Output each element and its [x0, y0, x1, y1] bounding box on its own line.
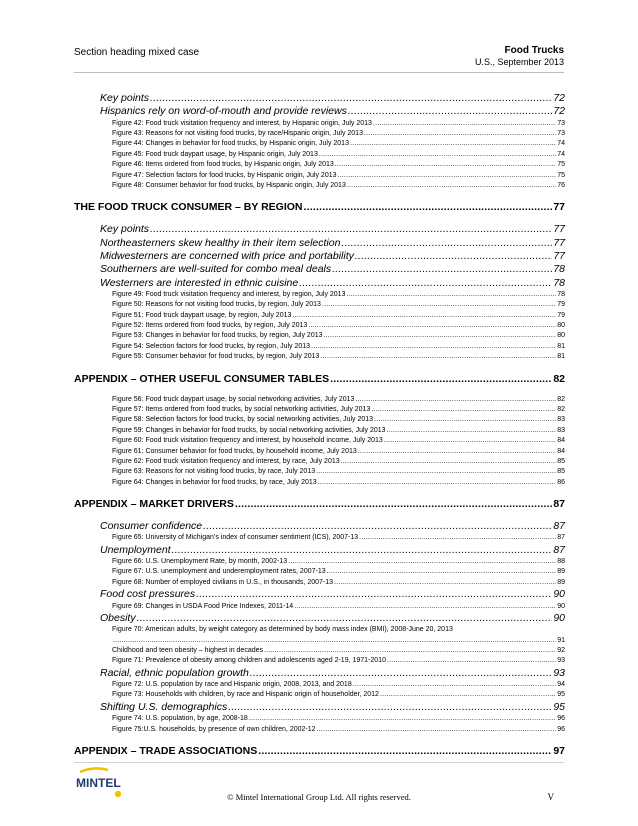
toc-figure-entry[interactable] [74, 426, 565, 436]
toc-page-number: 95 [557, 691, 565, 699]
toc-page-number: 82 [557, 405, 565, 413]
dot-leader [235, 497, 552, 511]
toc-figure-entry[interactable] [74, 331, 565, 341]
toc-page-number: 96 [557, 715, 565, 723]
toc-subsection-entry[interactable] [74, 223, 565, 236]
dot-leader [249, 714, 556, 724]
toc-entry-title: Figure 67: U.S. unemployment and underemployment rates, 2007-13 [112, 568, 326, 576]
dot-leader [371, 405, 556, 415]
toc-entry-title: Racial, ethnic population growth [100, 666, 249, 679]
toc-page-number: 73 [557, 129, 565, 137]
toc-subsection-entry[interactable] [74, 588, 565, 601]
dot-leader [318, 478, 557, 488]
toc-entry-title: Unemployment [100, 543, 171, 556]
dot-leader [299, 277, 552, 290]
toc-page-number: 91 [557, 636, 565, 644]
toc-spacer [74, 386, 565, 395]
toc-subsection-entry[interactable] [74, 544, 565, 557]
toc-figure-entry[interactable] [74, 557, 565, 567]
toc-figure-entry[interactable] [74, 342, 565, 352]
toc-entry-title: Figure 72: U.S. population by race and Hispanic origin, 2008, 2013, and 2018 [112, 681, 352, 689]
toc-page-number: 95 [553, 700, 565, 713]
toc-figure-entry[interactable] [74, 290, 565, 300]
dot-leader [150, 223, 552, 236]
dot-leader [317, 725, 557, 735]
toc-figure-entry[interactable] [74, 160, 565, 170]
toc-subsection-entry[interactable] [74, 263, 565, 276]
toc-entry-title: Key points [100, 92, 150, 104]
dot-leader [350, 139, 556, 149]
toc-spacer [74, 735, 565, 744]
toc-section-entry[interactable] [74, 372, 565, 386]
toc-figure-entry[interactable] [74, 478, 565, 488]
toc-figure-entry[interactable] [74, 311, 565, 321]
toc-page-number: 81 [557, 353, 565, 361]
toc-page-number: 77 [553, 223, 565, 236]
toc-page-number: 75 [557, 171, 565, 179]
toc-page-number: 86 [557, 478, 565, 486]
toc-entry-title: Northeasterners skew healthy in their item selection [100, 236, 341, 249]
toc-page-number: 75 [557, 161, 565, 169]
toc-entry-title: Key points [100, 223, 150, 236]
toc-entry-title: Figure 55: Consumer behavior for food trucks, by region, July 2013 [112, 353, 320, 361]
toc-section-entry[interactable] [74, 744, 565, 758]
dot-leader [355, 250, 552, 263]
toc-figure-entry[interactable] [74, 578, 565, 588]
toc-subsection-entry[interactable] [74, 105, 565, 118]
toc-entry-title: APPENDIX – TRADE ASSOCIATIONS [74, 744, 258, 757]
toc-page-number: 77 [553, 201, 565, 214]
toc-spacer [74, 511, 565, 520]
toc-page-number: 77 [553, 236, 565, 249]
report-title: Food Trucks [504, 45, 564, 56]
dot-leader [250, 667, 552, 680]
dot-leader [172, 544, 553, 557]
toc-entry-title: Figure 45: Food truck daypart usage, by Hispanic origin, July 2013 [112, 150, 318, 158]
dot-leader [387, 426, 557, 436]
toc-figure-entry[interactable] [74, 625, 565, 635]
dot-leader [347, 181, 556, 191]
toc-figure-entry[interactable] [74, 436, 565, 446]
toc-page-number: 74 [557, 140, 565, 148]
toc-page-number: 78 [557, 290, 565, 298]
toc-figure-entry[interactable] [74, 457, 565, 467]
toc-spacer [74, 191, 565, 200]
toc-figure-entry[interactable] [74, 300, 565, 310]
dot-leader [374, 415, 556, 425]
dot-leader [341, 237, 552, 250]
toc-entry-title: Childhood and teen obesity – highest in decades [112, 646, 263, 654]
toc-subsection-entry[interactable] [74, 237, 565, 250]
toc-figure-entry[interactable] [74, 680, 565, 690]
report-header [475, 45, 564, 67]
toc-figure-entry[interactable] [74, 352, 565, 362]
toc-entry-title: Figure 73: Households with children, by race and Hispanic origin of householder, 2012 [112, 691, 379, 699]
dot-leader [322, 300, 556, 310]
dot-leader [341, 457, 557, 467]
toc-page-number: 85 [557, 457, 565, 465]
toc-page-number: 94 [557, 681, 565, 689]
toc-page-number: 84 [557, 437, 565, 445]
toc-page-number: 84 [557, 447, 565, 455]
toc-entry-title: Southerners are well-suited for combo meal deals [100, 263, 332, 276]
toc-figure-entry[interactable] [74, 171, 565, 181]
toc-page-number: 81 [557, 342, 565, 350]
dot-leader [348, 105, 552, 118]
toc-entry-title: Midwesterners are concerned with price and portability [100, 249, 354, 262]
toc-subsection-entry[interactable] [74, 612, 565, 625]
toc-figure-entry[interactable] [74, 181, 565, 191]
toc-figure-entry[interactable] [74, 602, 565, 612]
toc-subsection-entry[interactable] [74, 701, 565, 714]
toc-entry-title: Figure 70: American adults, by weight category as determined by body mass index (BMI), 2008-June 20, 2013 [112, 626, 453, 634]
toc-page-number: 87 [553, 498, 565, 511]
dot-leader [380, 690, 556, 700]
dot-leader [334, 578, 556, 588]
toc-page-number: 97 [553, 744, 565, 757]
toc-entry-title: Consumer confidence [100, 520, 203, 533]
toc-entry-title: THE FOOD TRUCK CONSUMER – BY REGION [74, 201, 303, 214]
toc-subsection-entry[interactable] [74, 520, 565, 533]
toc-page-number: 90 [553, 611, 565, 624]
toc-entry-title: Figure 68: Number of employed civilians in U.S., in thousands, 2007-13 [112, 578, 334, 586]
toc-figure-entry[interactable] [74, 150, 565, 160]
dot-leader [353, 680, 556, 690]
dot-leader [294, 602, 556, 612]
dot-leader [373, 119, 556, 129]
toc-figure-entry[interactable] [74, 714, 565, 724]
dot-leader [346, 290, 556, 300]
toc-entry-title: Figure 61: Consumer behavior for food trucks, by household income, July 2013 [112, 447, 357, 455]
toc-page-number: 93 [557, 657, 565, 665]
toc-page-number: 90 [557, 602, 565, 610]
toc-page-number: 83 [557, 416, 565, 424]
toc-page-number: 78 [553, 263, 565, 276]
toc-entry-title: APPENDIX – OTHER USEFUL CONSUMER TABLES [74, 372, 330, 385]
toc-entry-title: Figure 75:U.S. households, by presence of own children, 2002-12 [112, 725, 316, 733]
toc-page-number: 83 [557, 426, 565, 434]
toc-entry-title: Figure 51: Food truck daypart usage, by region, July 2013 [112, 311, 292, 319]
toc-section-entry[interactable] [74, 497, 565, 511]
toc-entry-title: Figure 50: Reasons for not visiting food trucks, by region, July 2013 [112, 301, 321, 309]
toc-figure-entry[interactable] [74, 395, 565, 405]
toc-page-number: 90 [553, 588, 565, 601]
toc-page-number: 74 [557, 150, 565, 158]
section-heading: Section heading mixed case [74, 47, 200, 58]
toc-entry-title: Figure 53: Changes in behavior for food trucks, by region, July 2013 [112, 332, 323, 340]
dot-leader [137, 612, 553, 625]
toc-figure-entry[interactable] [74, 533, 565, 543]
toc-page-number: 73 [557, 119, 565, 127]
header-divider [74, 72, 564, 73]
toc-entry-title: Figure 54: Selection factors for food trucks, by region, July 2013 [112, 342, 311, 350]
toc-subsection-entry[interactable] [74, 250, 565, 263]
toc-page-number: 96 [557, 725, 565, 733]
toc-page-number: 85 [557, 468, 565, 476]
dot-leader [264, 646, 556, 656]
dot-leader [113, 636, 556, 646]
dot-leader [288, 557, 556, 567]
toc-page-number: 82 [557, 395, 565, 403]
toc-spacer [74, 488, 565, 497]
toc-figure-entry[interactable] [74, 447, 565, 457]
dot-leader [387, 656, 556, 666]
toc-entry-title: Figure 56: Food truck daypart usage, by social networking activities, July 2013 [112, 395, 355, 403]
toc-figure-entry[interactable] [74, 690, 565, 700]
toc-figure-entry[interactable] [74, 725, 565, 735]
dot-leader [258, 744, 552, 758]
toc-page-number: 76 [557, 181, 565, 189]
report-subtitle: U.S., September 2013 [474, 57, 564, 67]
toc-page-number: 87 [553, 543, 565, 556]
dot-leader [364, 129, 556, 139]
toc-section-entry[interactable] [74, 200, 565, 214]
table-of-contents [74, 92, 565, 758]
toc-entry-title: Figure 43: Reasons for not visiting food trucks, by race/Hispanic origin, July 2013 [112, 129, 363, 137]
toc-entry-title: Figure 47: Selection factors for food trucks, by Hispanic origin, July 2013 [112, 171, 337, 179]
dot-leader [311, 342, 556, 352]
toc-figure-entry[interactable] [74, 415, 565, 425]
dot-leader [319, 150, 556, 160]
toc-figure-entry[interactable] [74, 129, 565, 139]
toc-entry-title: Figure 49: Food truck visitation frequency and interest, by region, July 2013 [112, 290, 346, 298]
toc-entry-title: Figure 62: Food truck visitation frequency and interest, by race, July 2013 [112, 457, 340, 465]
dot-leader [316, 467, 556, 477]
toc-subsection-entry[interactable] [74, 277, 565, 290]
toc-entry-title: Figure 59: Changes in behavior for food trucks, by social networking activities, July 2013 [112, 426, 386, 434]
toc-entry-title: Figure 48: Consumer behavior for food trucks, by Hispanic origin, July 2013 [112, 181, 346, 189]
toc-entry-title: Figure 65: University of Michigan’s index of consumer sentiment (ICS), 2007-13 [112, 534, 359, 542]
toc-figure-entry[interactable] [74, 321, 565, 331]
toc-page-number: 93 [553, 666, 565, 679]
toc-page-number: 72 [553, 92, 565, 104]
toc-figure-entry[interactable] [74, 656, 565, 666]
dot-leader [384, 436, 556, 446]
toc-page-number: 89 [557, 568, 565, 576]
dot-leader [196, 588, 552, 601]
toc-figure-entry[interactable] [74, 405, 565, 415]
toc-entry-title: Figure 57: Items ordered from food trucks, by social networking activities, July 2013 [112, 405, 371, 413]
toc-page-number: 80 [557, 332, 565, 340]
dot-leader [330, 372, 552, 386]
dot-leader [320, 352, 556, 362]
toc-spacer [74, 363, 565, 372]
logo-swoosh [80, 768, 108, 772]
dot-leader [355, 395, 556, 405]
toc-entry-title: Food cost pressures [100, 588, 196, 601]
toc-entry-title: Westerners are interested in ethnic cuisine [100, 276, 299, 289]
toc-page-number: 92 [557, 646, 565, 654]
toc-entry-title: Figure 44: Changes in behavior for food trucks, by Hispanic origin, July 2013 [112, 140, 349, 148]
toc-page-number: 77 [553, 249, 565, 262]
dot-leader [324, 331, 557, 341]
toc-page-number: 89 [557, 578, 565, 586]
footer-divider [74, 762, 564, 763]
dot-leader [335, 160, 556, 170]
toc-subsection-entry[interactable] [74, 667, 565, 680]
toc-page-number: 79 [557, 311, 565, 319]
toc-entry-title: Figure 60: Food truck visitation frequency and interest, by household income, July 2013 [112, 437, 383, 445]
toc-entry-title: APPENDIX – MARKET DRIVERS [74, 498, 234, 511]
toc-entry-title: Figure 71: Prevalence of obesity among children and adolescents aged 2-19, 1971-2010 [112, 657, 386, 665]
toc-entry-title: Figure 52: Items ordered from food trucks, by region, July 2013 [112, 321, 308, 329]
dot-leader [150, 92, 552, 105]
dot-leader [338, 171, 557, 181]
dot-leader [332, 263, 552, 276]
toc-entry-title: Shifting U.S. demographics [100, 700, 228, 713]
toc-entry-title: Figure 64: Changes in behavior for food trucks, by race, July 2013 [112, 478, 317, 486]
toc-entry-title: Hispanics rely on word-of-mouth and provide reviews [100, 105, 347, 118]
logo-wordmark: MINTEL [76, 776, 121, 790]
dot-leader [228, 701, 552, 714]
toc-entry-title: Figure 42: Food truck visitation frequency and interest, by Hispanic origin, July 2013 [112, 119, 372, 127]
toc-entry-title: Figure 63: Reasons for not visiting food trucks, by race, July 2013 [112, 468, 316, 476]
dot-leader [358, 447, 556, 457]
dot-leader [327, 567, 557, 577]
toc-figure-entry[interactable] [74, 119, 565, 129]
dot-leader [292, 311, 556, 321]
dot-leader [308, 321, 556, 331]
toc-entry-title: Figure 58: Selection factors for food trucks, by social networking activities, July 2013 [112, 416, 374, 424]
toc-figure-entry[interactable] [74, 636, 565, 646]
toc-page-number: 87 [557, 534, 565, 542]
toc-subsection-entry[interactable] [74, 92, 565, 105]
toc-spacer [74, 214, 565, 223]
toc-entry-title: Figure 69: Changes in USDA Food Price Indexes, 2011-14 [112, 602, 294, 610]
copyright-notice: © Mintel International Group Ltd. All rights reserved. [227, 792, 411, 802]
toc-page-number: 88 [557, 558, 565, 566]
toc-entry-title: Figure 66: U.S. Unemployment Rate, by month, 2002-13 [112, 558, 288, 566]
toc-entry-title: Figure 74: U.S. population, by age, 2008-18 [112, 715, 248, 723]
dot-leader [203, 520, 552, 533]
toc-page-number: 80 [557, 321, 565, 329]
toc-page-number: 87 [553, 520, 565, 533]
toc-figure-entry[interactable] [74, 467, 565, 477]
toc-page-number: 78 [553, 276, 565, 289]
toc-figure-entry[interactable] [74, 567, 565, 577]
toc-entry-title: Figure 46: Items ordered from food trucks, by Hispanic origin, July 2013 [112, 161, 334, 169]
toc-page-number: 72 [553, 105, 565, 118]
toc-entry-title: Obesity [100, 611, 136, 624]
toc-page-number: 79 [557, 301, 565, 309]
toc-figure-entry[interactable] [74, 646, 565, 656]
dot-leader [304, 200, 553, 214]
page-number: V [547, 792, 554, 802]
toc-figure-entry[interactable] [74, 139, 565, 149]
toc-page-number: 82 [553, 372, 565, 385]
dot-leader [359, 533, 556, 543]
